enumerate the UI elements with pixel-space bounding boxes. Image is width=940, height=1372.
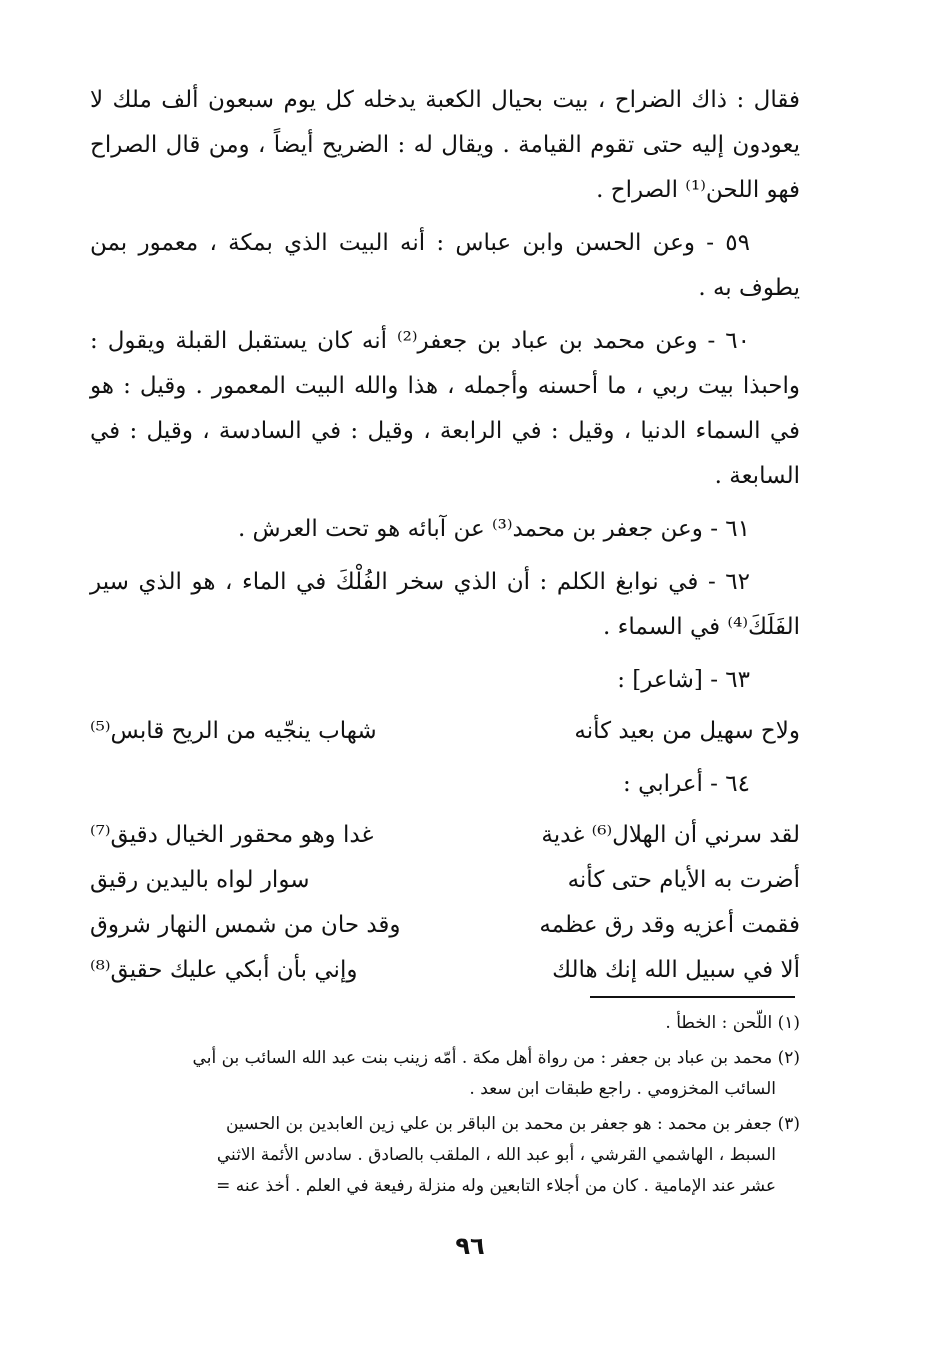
footnote-3: [80, 1109, 800, 1202]
verse-second-hemistich: شهاب ينجّيه من الريح قابس⁽⁵⁾: [90, 718, 377, 744]
poem-verse: [90, 903, 800, 948]
paragraph-61: ٦١ - وعن جعفر بن محمد⁽³⁾ عن آبائه هو تحت العرش .: [237, 516, 750, 542]
poem-verse: [90, 813, 800, 858]
footnote-3-line-1: (٣) جعفر بن محمد : هو جعفر بن محمد بن الباقر بن علي زين العابدين بن الحسين: [225, 1114, 800, 1134]
poem-verse: [90, 858, 800, 903]
poem-verse: [90, 709, 800, 754]
poem-64-heading: ٦٤ - أعرابي :: [623, 771, 750, 797]
verse-first-hemistich: أضرت به الأيام حتى كأنه: [567, 867, 800, 893]
paragraph-62: ٦٢ - في نوابغ الكلم : أن الذي سخر الفُلْكَ في الماء ، هو الذي سير الفَلَكَ⁽⁴⁾ في السماء .: [90, 569, 800, 640]
poem-64: [90, 813, 800, 993]
paragraph-60: ٦٠ - وعن محمد بن عباد بن جعفر⁽²⁾ أنه كان يستقبل القبلة ويقول : واحبذا بيت ربي ، ما أحسنه وأجمله ، هذا والله البيت المعمور . وقيل : هو في السماء الدنيا ، وقيل : في الرابعة ، وقيل : في السادسة ، وقيل : في السابعة .: [90, 328, 800, 489]
poem-63: [90, 709, 800, 754]
main-text: [90, 78, 800, 1001]
footnote-2-line-1: (٢) محمد بن عباد بن جعفر : من رواة أهل مكة . أمّه زينب بنت عبد الله السائب بن أبي: [192, 1048, 800, 1068]
footnote-1: (١) اللّحن : الخطأ .: [665, 1013, 800, 1033]
verse-second-hemistich: وقد حان من شمس النهار شروق: [90, 912, 401, 938]
paragraph-59: ٥٩ - وعن الحسن وابن عباس : أنه البيت الذي بمكة ، معمور بمن يطوف به .: [90, 230, 800, 301]
poem-63-heading: ٦٣ - [شاعر] :: [617, 667, 750, 693]
verse-first-hemistich: ألا في سبيل الله إنك هالك: [552, 957, 800, 983]
verse-second-hemistich: وإني بأن أبكي عليك حقيق⁽⁸⁾: [90, 957, 358, 983]
verse-first-hemistich: لقد سرني أن الهلال⁽⁶⁾ غدية: [541, 822, 800, 848]
poem-verse: [90, 948, 800, 993]
page-number: ٩٦: [455, 1232, 485, 1260]
footnote-2-line-2: السائب المخزومي . راجع طبقات ابن سعد .: [469, 1079, 776, 1099]
verse-second-hemistich: سوار لواه باليدين رقيق: [90, 867, 310, 893]
footnote-3-line-3: عشر عند الإمامية . كان من أجلاء التابعين وله منزلة رفيعة في العلم . أخذ عنه =: [216, 1176, 776, 1196]
verse-first-hemistich: ولاح سهيل من بعيد كأنه: [574, 718, 800, 744]
footnote-3-line-2: السبط ، الهاشمي القرشي ، أبو عبد الله ، الملقب بالصادق . سادس الأئمة الاثني: [216, 1145, 776, 1165]
verse-second-hemistich: غدا وهو محقور الخيال دقيق⁽⁷⁾: [90, 822, 374, 848]
footnote-2: [80, 1043, 800, 1105]
verse-first-hemistich: فقمت أعزيه وقد رق عظمه: [539, 912, 800, 938]
paragraph-intro: فقال : ذاك الضراح ، بيت بحيال الكعبة يدخله كل يوم سبعون ألف ملك لا يعودون إليه حتى تقوم القيامة . ويقال له : الضريح أيضاً ، ومن قال الصراح فهو اللحن⁽¹⁾ الصراح .: [90, 87, 800, 203]
footnote-separator: [590, 996, 795, 998]
footnotes: [80, 1008, 800, 1206]
